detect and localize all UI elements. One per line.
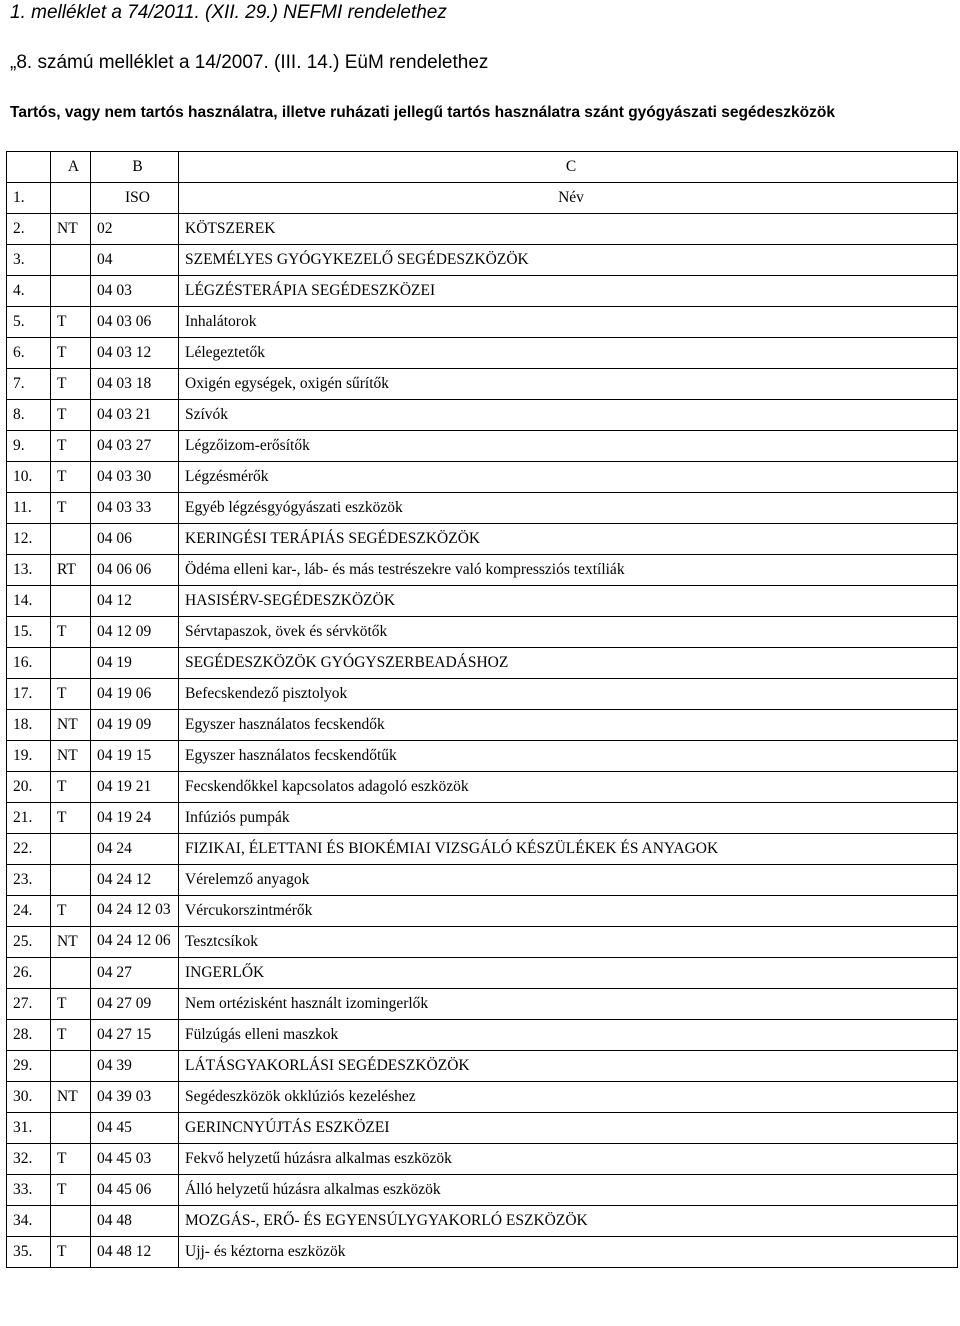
row-number-cell: 10. [7,462,51,493]
row-col-a-cell: T [51,989,91,1020]
row-number-cell: 32. [7,1144,51,1175]
row-number-cell: 14. [7,586,51,617]
row-number-cell: 27. [7,989,51,1020]
row-iso-code-cell: 04 03 21 [91,400,179,431]
table-row [7,307,958,338]
row-iso-code-cell: 04 27 [91,958,179,989]
table-row [7,183,958,214]
table-row [7,1051,958,1082]
row-number-cell: 18. [7,710,51,741]
row-name-cell: LÉGZÉSTERÁPIA SEGÉDESZKÖZEI [179,276,958,307]
row-iso-code-cell: 04 24 12 03 [91,896,179,927]
row-iso-code-cell: 04 48 12 [91,1237,179,1268]
row-name-cell: Nem ortézisként használt izomingerlők [179,989,958,1020]
annex-reference-line: „8. számú melléklet a 14/2007. (III. 14.) EüM rendelethez [10,52,489,73]
row-col-a-cell [51,648,91,679]
table-row [7,1206,958,1237]
row-name-cell: SEGÉDESZKÖZÖK GYÓGYSZERBEADÁSHOZ [179,648,958,679]
row-col-a-cell: T [51,431,91,462]
row-iso-code-cell: 04 24 12 [91,865,179,896]
row-col-a-cell: NT [51,214,91,245]
row-number-cell: 33. [7,1175,51,1206]
row-number-cell: 9. [7,431,51,462]
row-name-cell: LÁTÁSGYAKORLÁSI SEGÉDESZKÖZÖK [179,1051,958,1082]
row-iso-code-cell: 04 45 03 [91,1144,179,1175]
row-col-a-cell: NT [51,741,91,772]
row-col-a-cell [51,1206,91,1237]
table-header-row [7,152,958,183]
table-row [7,958,958,989]
table-row [7,276,958,307]
row-iso-code-cell: 04 19 09 [91,710,179,741]
row-iso-code-cell: 04 03 30 [91,462,179,493]
row-name-cell: GERINCNYÚJTÁS ESZKÖZEI [179,1113,958,1144]
table-row [7,1113,958,1144]
row-number-cell: 5. [7,307,51,338]
row-number-cell: 2. [7,214,51,245]
row-col-a-cell: T [51,772,91,803]
row-number-cell: 31. [7,1113,51,1144]
row-name-cell: Ujj- és kéztorna eszközök [179,1237,958,1268]
row-col-a-cell: NT [51,927,91,958]
table-row [7,1082,958,1113]
row-iso-code-cell: 04 19 15 [91,741,179,772]
table-row [7,369,958,400]
table-row [7,803,958,834]
row-col-a-cell [51,1113,91,1144]
row-number-cell: 11. [7,493,51,524]
table-row [7,1020,958,1051]
row-name-cell: Lélegeztetők [179,338,958,369]
table-row [7,834,958,865]
row-iso-code-cell: 04 12 09 [91,617,179,648]
row-iso-code-cell: 04 [91,245,179,276]
row-col-a-cell [51,524,91,555]
row-name-cell: Egyéb légzésgyógyászati eszközök [179,493,958,524]
row-name-cell: Fülzúgás elleni maszkok [179,1020,958,1051]
row-name-cell: FIZIKAI, ÉLETTANI ÉS BIOKÉMIAI VIZSGÁLÓ KÉSZÜLÉKEK ÉS ANYAGOK [179,834,958,865]
table-row [7,1144,958,1175]
row-name-cell: SZEMÉLYES GYÓGYKEZELŐ SEGÉDESZKÖZÖK [179,245,958,276]
table-row [7,927,958,958]
row-number-cell: 8. [7,400,51,431]
row-col-a-cell: T [51,338,91,369]
row-iso-code-cell: 04 03 12 [91,338,179,369]
row-iso-code-cell: 04 24 [91,834,179,865]
row-name-cell: INGERLŐK [179,958,958,989]
row-name-cell: MOZGÁS-, ERŐ- ÉS EGYENSÚLYGYAKORLÓ ESZKÖZÖK [179,1206,958,1237]
row-col-a-cell [51,958,91,989]
row-name-cell: Vérelemző anyagok [179,865,958,896]
table-row [7,648,958,679]
row-number-cell: 6. [7,338,51,369]
row-iso-code-cell: ISO [91,183,179,214]
row-col-a-cell: RT [51,555,91,586]
row-number-cell: 13. [7,555,51,586]
table-row [7,462,958,493]
row-col-a-cell [51,865,91,896]
row-number-cell: 15. [7,617,51,648]
table-row [7,214,958,245]
row-name-cell: Ödéma elleni kar-, láb- és más testrészekre való kompressziós textíliák [179,555,958,586]
row-number-cell: 23. [7,865,51,896]
row-number-cell: 24. [7,896,51,927]
table-row [7,245,958,276]
table-row [7,772,958,803]
row-name-cell: Vércukorszintmérők [179,896,958,927]
row-col-a-cell: T [51,803,91,834]
row-name-cell: Segédeszközök okklúziós kezeléshez [179,1082,958,1113]
row-col-a-cell: T [51,493,91,524]
row-iso-code-cell: 04 19 24 [91,803,179,834]
document-title: Tartós, vagy nem tartós használatra, illetve ruházati jellegű tartós használatra szánt gyógyászati segédeszközök [10,104,835,121]
table-row [7,710,958,741]
row-name-cell: KERINGÉSI TERÁPIÁS SEGÉDESZKÖZÖK [179,524,958,555]
row-number-cell: 25. [7,927,51,958]
row-col-a-cell: T [51,369,91,400]
row-number-cell: 20. [7,772,51,803]
row-iso-code-cell: 04 24 12 06 [91,927,179,958]
table-row [7,524,958,555]
medical-aids-table [6,151,958,1268]
row-col-a-cell: T [51,307,91,338]
row-col-a-cell [51,183,91,214]
row-col-a-cell: T [51,896,91,927]
table-row [7,896,958,927]
row-col-a-cell [51,586,91,617]
row-number-cell: 29. [7,1051,51,1082]
table-row [7,493,958,524]
row-name-cell: Légzőizom-erősítők [179,431,958,462]
row-number-cell: 26. [7,958,51,989]
row-col-a-cell: T [51,1020,91,1051]
header-col-b: B [91,152,179,183]
row-number-cell: 3. [7,245,51,276]
row-name-cell: Fecskendőkkel kapcsolatos adagoló eszközök [179,772,958,803]
table-row [7,617,958,648]
row-iso-code-cell: 04 45 06 [91,1175,179,1206]
table-row [7,865,958,896]
row-col-a-cell: T [51,617,91,648]
row-name-cell: KÖTSZEREK [179,214,958,245]
header-col-c: C [179,152,958,183]
row-col-a-cell [51,1051,91,1082]
table-row [7,741,958,772]
row-iso-code-cell: 04 19 [91,648,179,679]
row-col-a-cell: T [51,1175,91,1206]
row-number-cell: 17. [7,679,51,710]
table-row [7,1175,958,1206]
row-col-a-cell: T [51,1237,91,1268]
row-number-cell: 34. [7,1206,51,1237]
table-row [7,338,958,369]
row-name-cell: Név [179,183,958,214]
row-iso-code-cell: 04 27 09 [91,989,179,1020]
row-iso-code-cell: 04 48 [91,1206,179,1237]
row-name-cell: Oxigén egységek, oxigén sűrítők [179,369,958,400]
row-number-cell: 28. [7,1020,51,1051]
row-iso-code-cell: 04 19 21 [91,772,179,803]
row-name-cell: Befecskendező pisztolyok [179,679,958,710]
table-row [7,989,958,1020]
row-iso-code-cell: 04 06 [91,524,179,555]
row-number-cell: 16. [7,648,51,679]
row-iso-code-cell: 04 03 18 [91,369,179,400]
row-col-a-cell: T [51,679,91,710]
row-col-a-cell: NT [51,710,91,741]
row-iso-code-cell: 04 06 06 [91,555,179,586]
row-name-cell: Légzésmérők [179,462,958,493]
row-name-cell: Álló helyzetű húzásra alkalmas eszközök [179,1175,958,1206]
row-iso-code-cell: 02 [91,214,179,245]
row-iso-code-cell: 04 27 15 [91,1020,179,1051]
table-row [7,1237,958,1268]
table-row [7,555,958,586]
row-name-cell: Egyszer használatos fecskendők [179,710,958,741]
row-number-cell: 4. [7,276,51,307]
row-name-cell: Szívók [179,400,958,431]
row-name-cell: HASISÉRV-SEGÉDESZKÖZÖK [179,586,958,617]
table-row [7,586,958,617]
row-iso-code-cell: 04 39 [91,1051,179,1082]
row-iso-code-cell: 04 03 33 [91,493,179,524]
row-name-cell: Inhalátorok [179,307,958,338]
row-number-cell: 35. [7,1237,51,1268]
row-name-cell: Tesztcsíkok [179,927,958,958]
row-number-cell: 30. [7,1082,51,1113]
row-name-cell: Egyszer használatos fecskendőtűk [179,741,958,772]
row-col-a-cell: T [51,462,91,493]
row-col-a-cell: T [51,1144,91,1175]
row-number-cell: 19. [7,741,51,772]
row-iso-code-cell: 04 03 27 [91,431,179,462]
header-col-a: A [51,152,91,183]
row-col-a-cell [51,834,91,865]
row-name-cell: Infúziós pumpák [179,803,958,834]
row-iso-code-cell: 04 45 [91,1113,179,1144]
header-num-cell [7,152,51,183]
row-number-cell: 1. [7,183,51,214]
row-number-cell: 22. [7,834,51,865]
table-row [7,679,958,710]
row-col-a-cell [51,245,91,276]
decree-reference-line: 1. melléklet a 74/2011. (XII. 29.) NEFMI rendelethez [10,2,447,23]
row-name-cell: Sérvtapaszok, övek és sérvkötők [179,617,958,648]
row-iso-code-cell: 04 12 [91,586,179,617]
row-name-cell: Fekvő helyzetű húzásra alkalmas eszközök [179,1144,958,1175]
row-col-a-cell: NT [51,1082,91,1113]
row-iso-code-cell: 04 39 03 [91,1082,179,1113]
row-col-a-cell: T [51,400,91,431]
row-iso-code-cell: 04 03 06 [91,307,179,338]
row-iso-code-cell: 04 19 06 [91,679,179,710]
table-row [7,400,958,431]
table-row [7,431,958,462]
row-number-cell: 21. [7,803,51,834]
row-iso-code-cell: 04 03 [91,276,179,307]
row-number-cell: 12. [7,524,51,555]
row-number-cell: 7. [7,369,51,400]
row-col-a-cell [51,276,91,307]
